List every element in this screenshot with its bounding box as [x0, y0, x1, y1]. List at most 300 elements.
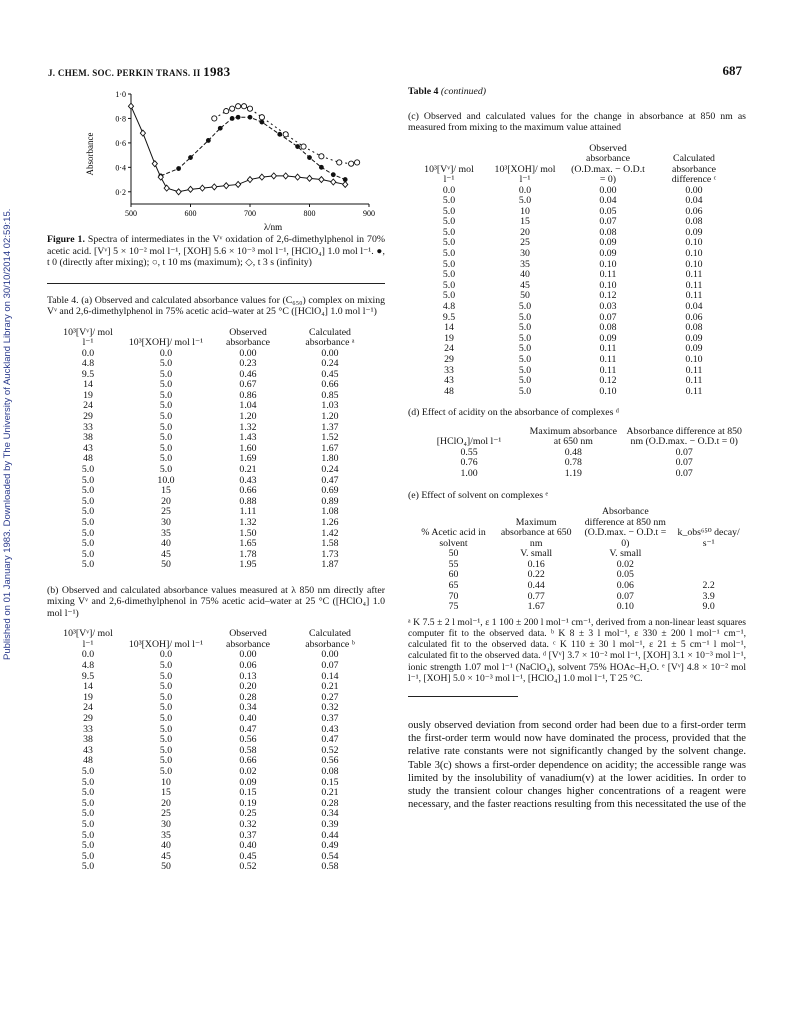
table4c-header-1: 10³[XOH]/ mol l⁻¹ [494, 163, 556, 185]
table-cell: 24 [83, 702, 93, 714]
table-cell: 0.07 [599, 311, 617, 323]
data-point [140, 130, 145, 136]
data-point [307, 175, 312, 181]
table-cell: 0.07 [675, 457, 693, 469]
table-cell: 0.34 [321, 808, 339, 820]
table-cell: 30 [161, 517, 171, 528]
table-cell: 0.10 [685, 237, 703, 249]
table-cell: 5.0 [81, 797, 95, 809]
table-cell: 0.11 [599, 269, 617, 281]
table4b-header-0: 10³[Vᵛ]/ mol l⁻¹ [63, 628, 113, 650]
table4a-header-2: Observed absorbance [225, 326, 271, 348]
table-cell: 0.27 [321, 691, 339, 703]
table-cell: 35 [161, 527, 171, 539]
table-cell: 33 [444, 364, 454, 376]
table-cell: 5.0 [159, 400, 173, 412]
table-cell: 1.20 [239, 411, 257, 423]
table-cell: 1.19 [564, 468, 582, 480]
table-cell: 43 [83, 744, 93, 756]
table-cell: 0.08 [685, 322, 703, 334]
table-cell: 45 [520, 279, 530, 291]
table-cell: 0.04 [685, 195, 703, 207]
data-point [218, 126, 223, 131]
table-4e-caption: (e) Effect of solvent on complexes ᵉ [408, 489, 548, 501]
table-cell: 5.0 [159, 734, 173, 746]
table-cell: 0.66 [239, 485, 257, 497]
table-cell: 4.8 [81, 660, 95, 672]
table-cell: 0.0 [159, 347, 173, 359]
table-cell: 0.06 [239, 660, 257, 672]
table-row [53, 820, 373, 831]
table-cell: 0.11 [685, 290, 703, 302]
table-cell: 14 [83, 681, 93, 693]
table-cell: 50 [520, 290, 530, 302]
data-point [247, 106, 252, 111]
table-cell: 0.11 [685, 364, 703, 376]
table-cell: 0.47 [321, 734, 339, 746]
table-cell: 14 [83, 379, 93, 391]
table-cell: 48 [83, 453, 93, 465]
table-cell: 0.58 [239, 744, 257, 756]
table-cell: 5.0 [442, 195, 456, 207]
table-row [53, 560, 373, 571]
figure-1-caption [47, 234, 385, 269]
table-cell: 0.43 [321, 723, 339, 735]
table-cell: 0.25 [239, 808, 257, 820]
table-row [414, 387, 738, 398]
table-cell: 1.87 [321, 559, 339, 571]
table-row [53, 518, 373, 529]
data-point [331, 179, 336, 185]
table-cell: 5.0 [159, 755, 173, 767]
running-header [48, 64, 230, 80]
table-cell: 5.0 [159, 421, 173, 433]
table-cell: 19 [444, 332, 454, 344]
table-cell: 5.0 [518, 311, 532, 323]
table-cell: 0.04 [685, 301, 703, 313]
table4e-header-2: Absorbance difference at 850 nm (O.D.max. − O.D.t = 0) [584, 506, 667, 549]
table-cell: 5.0 [81, 776, 95, 788]
table-cell: 5.0 [159, 358, 173, 370]
table-cell: 0.28 [239, 691, 257, 703]
table-cell: 15 [520, 216, 530, 228]
table-cell: 0.45 [321, 368, 339, 380]
table-cell: 5.0 [81, 474, 95, 486]
table-cell: 5.0 [159, 713, 173, 725]
table-cell: 15 [161, 485, 171, 497]
table-cell: 20 [161, 797, 171, 809]
table-cell: 1.58 [321, 538, 339, 550]
table-4b [53, 629, 373, 872]
table-row [414, 602, 746, 613]
table-cell: 5.0 [81, 840, 95, 852]
table-cell: 5.0 [81, 766, 95, 777]
table-cell: 0.69 [321, 485, 339, 497]
table-cell: 5.0 [442, 205, 456, 217]
table-cell: 0.09 [599, 237, 617, 249]
table-cell: 0.07 [675, 468, 693, 480]
table-cell: 5.0 [159, 389, 173, 401]
journal-name: J. CHEM. SOC. PERKIN TRANS. II [48, 68, 201, 78]
table-cell: 5.0 [81, 850, 95, 862]
table-cell: 0.23 [239, 358, 257, 370]
table-row [53, 767, 373, 778]
table-cell: 15 [161, 787, 171, 799]
series-line-0 [161, 117, 345, 179]
table-cell: 5.0 [81, 495, 95, 507]
table-cell: 4.8 [442, 301, 456, 313]
table-cell: 65 [448, 579, 459, 591]
data-point [301, 144, 306, 149]
table-4d [414, 427, 746, 480]
table-cell: 25 [161, 808, 171, 820]
table4d-header-1: Maximum absorbance at 650 nm [529, 425, 617, 448]
data-point [259, 174, 264, 180]
x-tick-label: 800 [303, 209, 316, 218]
table-cell: 0.21 [239, 464, 257, 476]
table-cell: 45 [161, 548, 171, 560]
table-cell: 5.0 [81, 464, 95, 476]
table-cell: 5.0 [442, 290, 456, 302]
data-point [337, 160, 342, 165]
data-point [230, 116, 235, 121]
table-4d-caption: (d) Effect of acidity on the absorbance of complexes ᵈ [408, 407, 619, 419]
data-point [212, 116, 217, 121]
table-cell: 5.0 [81, 538, 95, 550]
table-cell: 5.0 [81, 829, 95, 841]
table-cell: 0.12 [599, 375, 617, 387]
table-cell: 60 [448, 569, 459, 581]
table-cell: 5.0 [442, 237, 456, 249]
table-cell: 0.39 [321, 818, 339, 830]
table-cell: 5.0 [159, 432, 173, 444]
table-cell: 70 [448, 590, 459, 602]
table4c-header-3: Calculated absorbance difference ᶜ [671, 153, 717, 185]
table-cell: 0.10 [685, 248, 703, 260]
data-point [283, 132, 288, 137]
table-cell: 0.11 [685, 385, 703, 397]
table-cell: 5.0 [159, 368, 173, 380]
table-cell: 0.00 [239, 649, 257, 661]
table-cell: 33 [83, 723, 93, 735]
table-cell: 2.2 [702, 579, 715, 591]
table-cell: 5.0 [518, 343, 532, 355]
table-cell: 0.43 [239, 474, 257, 486]
table-cell: 24 [83, 400, 93, 412]
table-cell: 0.0 [159, 649, 173, 661]
table-cell: 5.0 [442, 258, 456, 270]
table-cell: 0.44 [321, 829, 339, 841]
divider [47, 283, 385, 284]
data-point [200, 185, 205, 191]
table-cell: 0.52 [321, 744, 339, 756]
table-cell: 5.0 [81, 548, 95, 560]
table-cell: 1.43 [239, 432, 257, 444]
table-cell: 1.20 [321, 411, 339, 423]
table-cell: 0.22 [527, 569, 545, 581]
table-4a [53, 328, 373, 571]
table-cell: 1.03 [321, 400, 339, 412]
data-point [295, 144, 300, 149]
table-cell: 1.37 [321, 421, 339, 433]
table-cell: 5.0 [159, 442, 173, 454]
table-cell: 0.07 [321, 660, 339, 672]
table-cell: 1.67 [321, 442, 339, 454]
table-cell: 1.50 [239, 527, 257, 539]
table-cell: 0.09 [599, 248, 617, 260]
table-cell: 0.00 [685, 184, 703, 196]
table-cell: 0.00 [321, 347, 339, 359]
table4a-header-0: 10³[Vᵛ]/ mol l⁻¹ [63, 326, 113, 348]
table-cell: 0.21 [321, 681, 339, 693]
table-cell: 38 [83, 432, 93, 444]
table-cell: 5.0 [159, 464, 173, 476]
table-cell: 0.08 [321, 766, 339, 777]
table-cell: 5.0 [81, 506, 95, 518]
table-cell: 50 [161, 559, 171, 571]
table-row [53, 862, 373, 873]
figure-1 [47, 80, 385, 232]
table-cell: 20 [161, 495, 171, 507]
table-cell: 20 [520, 226, 530, 238]
table-cell: 0.00 [599, 184, 617, 196]
table-cell: 0.10 [685, 258, 703, 270]
table-cell: 1.42 [321, 527, 339, 539]
table-cell: 1.95 [239, 559, 257, 571]
figure-1-ylabel: Absorbance [85, 132, 95, 176]
table-cell: 0.37 [239, 829, 257, 841]
table-cell: 0.40 [239, 840, 257, 852]
table-cell: 0.40 [239, 713, 257, 725]
table-cell: 5.0 [518, 301, 532, 313]
table-cell [671, 549, 746, 560]
table-cell: 45 [161, 850, 171, 862]
table-cell: 0.47 [239, 723, 257, 735]
table4c-header-0: 10³[Vᵛ]/ mol l⁻¹ [424, 163, 474, 185]
table-cell: 0.0 [81, 649, 95, 661]
data-point [307, 155, 312, 160]
table-row [414, 560, 746, 571]
data-point [319, 177, 324, 183]
table-cell: 0.10 [599, 279, 617, 291]
table-cell: 0.09 [685, 343, 703, 355]
table-cell: 0.55 [460, 446, 478, 458]
table-cell: 0.06 [616, 579, 634, 591]
data-point [224, 109, 229, 114]
table4a-header-3: Calculated absorbance ᵃ [305, 326, 355, 348]
table-cell: 0.78 [564, 457, 582, 469]
table-cell: 5.0 [518, 195, 532, 207]
table-cell: 5.0 [159, 766, 173, 777]
data-point [295, 174, 300, 180]
table-cell: 5.0 [159, 691, 173, 703]
data-point [236, 104, 241, 109]
table-cell: 0.24 [321, 464, 339, 476]
table-cell: 0.05 [599, 205, 617, 217]
x-tick-label: 900 [363, 209, 375, 218]
data-point [224, 183, 229, 189]
table-cell: 5.0 [81, 787, 95, 799]
data-point [176, 189, 181, 195]
table-cell: 9.5 [81, 670, 95, 682]
table-cell: 5.0 [81, 808, 95, 820]
data-point [343, 181, 348, 187]
table4e-header-1: Maximum absorbance at 650 nm [500, 516, 572, 549]
table-4-continued-heading [408, 86, 746, 98]
table-cell: 0.89 [321, 495, 339, 507]
table-cell: 5.0 [159, 681, 173, 693]
table-cell: 0.0 [442, 184, 456, 196]
table-cell: 0.19 [239, 797, 257, 809]
table-row [414, 581, 746, 592]
table-cell: 1.04 [239, 400, 257, 412]
table-row [414, 592, 746, 603]
table-cell: 5.0 [518, 385, 532, 397]
figure-1-chart [85, 84, 385, 234]
table-cell: 0.06 [685, 205, 703, 217]
table-cell: 0.09 [685, 332, 703, 344]
table-cell: 0.07 [675, 446, 693, 458]
y-tick-label: 1·0 [115, 90, 126, 99]
table4e-header-0: % Acetic acid in solvent [421, 527, 486, 549]
data-point [319, 165, 324, 170]
table-cell: 30 [520, 248, 530, 260]
table-cell: 1.32 [239, 517, 257, 528]
table-cell: 43 [83, 442, 93, 454]
table-cell: 5.0 [442, 248, 456, 260]
table-cell: 35 [520, 258, 530, 270]
table-cell: 0.67 [239, 379, 257, 391]
table-cell: 1.67 [527, 601, 545, 613]
table-cell: 0.85 [321, 389, 339, 401]
table-footnotes: ᵃ K 7.5 ± 2 l mol⁻¹, ε 1 100 ± 200 l mol⁻¹ cm⁻¹, derived from a non-linear least squares computer fit to the observed data. ᵇ K 8 ± 3 l mol⁻¹, ε 330 ± 200 l mol⁻¹ cm⁻¹, calculated fit to the observed data. ᶜ K 110 ± 30 l mol⁻¹, ε 21 ± 5 cm⁻¹ l mol⁻¹, calculated fit to the observed data. ᵈ [Vᵛ] 3.7 × 10⁻² mol l⁻¹, [XOH] 3.1 × 10⁻³ mol l⁻¹, ionic strength 1.07 mol l⁻¹ (NaClO₄), solvent 75% HOAc–H₂O. ᵉ [Vᵛ] 4.8 × 10⁻² mol l⁻¹, [XOH] 5.0 × 10⁻³ mol l⁻¹, [HClO₄] 1.0 mol l⁻¹, T 25 °C. [408, 616, 746, 684]
table-cell: 0.52 [239, 861, 257, 873]
table-cell: 10 [161, 776, 171, 788]
table-row [414, 469, 746, 480]
table-cell: 0.04 [599, 195, 617, 207]
table-cell: 5.0 [81, 485, 95, 497]
table-cell: 14 [444, 322, 454, 334]
data-point [176, 166, 181, 171]
table-cell: 5.0 [159, 744, 173, 756]
table-4c [414, 144, 738, 398]
table-cell: 5.0 [159, 702, 173, 714]
table-cell: 0.09 [239, 776, 257, 788]
left-column [47, 80, 385, 873]
table-cell: 1.52 [321, 432, 339, 444]
table4a-header-1: 10³[XOH]/ mol l⁻¹ [128, 337, 204, 348]
page-number: 687 [722, 63, 742, 78]
table-cell: 3.9 [702, 590, 715, 602]
table4d-header-2: Absorbance difference at 850 nm (O.D.max. − O.D.t = 0) [626, 425, 742, 448]
table-cell: 1.11 [239, 506, 257, 518]
table-cell: 0.10 [616, 601, 634, 613]
table-cell: 0.47 [321, 474, 339, 486]
table-cell: 0.07 [616, 590, 634, 602]
table-cell: 0.56 [239, 734, 257, 746]
table4b-header-1: 10³[XOH]/ mol l⁻¹ [128, 638, 204, 650]
table4b-header-2: Observed absorbance [225, 628, 271, 650]
table-cell: 33 [83, 421, 93, 433]
table-cell: 0.28 [321, 797, 339, 809]
table-cell: 0.88 [239, 495, 257, 507]
table-cell: 5.0 [159, 670, 173, 682]
table-cell: 10 [520, 205, 530, 217]
table-cell: 5.0 [518, 375, 532, 387]
table-cell: 19 [83, 691, 93, 703]
table-cell: 1.80 [321, 453, 339, 465]
data-point [355, 160, 360, 165]
table-cell: 5.0 [442, 216, 456, 228]
table-cell: 0.49 [321, 840, 339, 852]
table-cell: 0.32 [239, 818, 257, 830]
table-cell: 1.08 [321, 506, 339, 518]
table-cell: 0.11 [599, 343, 617, 355]
table-4-continued-note: (continued) [440, 86, 487, 97]
table-cell: 1.73 [321, 548, 339, 560]
data-point [164, 185, 169, 191]
table-cell: 0.32 [321, 702, 339, 714]
table4d-header-0: [HClO₄]/mol l⁻¹ [436, 436, 502, 448]
table-cell: 1.32 [239, 421, 257, 433]
table-cell: 0.06 [685, 311, 703, 323]
table-cell: 0.00 [239, 347, 257, 359]
table-cell: 0.66 [321, 379, 339, 391]
table-cell: 1.60 [239, 442, 257, 454]
data-point [259, 115, 264, 120]
data-point [236, 115, 241, 120]
data-point [271, 173, 276, 179]
table-cell: 1.69 [239, 453, 257, 465]
table-cell: 19 [83, 389, 93, 401]
table-cell: 0.44 [527, 579, 545, 591]
table-cell: 0.15 [239, 787, 257, 799]
table-cell: 5.0 [518, 322, 532, 334]
table-cell: 0.09 [599, 332, 617, 344]
table-cell: 35 [161, 829, 171, 841]
table-cell: 5.0 [518, 354, 532, 365]
table-4b-caption: (b) Observed and calculated absorbance values measured at λ 850 nm directly after mixing Vᵛ and 2,6-dimethylphenol in 75% acetic acid–water at 25 °C ([HClO₄] 1.0 mol l⁻¹) [47, 584, 385, 619]
table-cell: 0.08 [599, 322, 617, 334]
table-cell: 48 [83, 755, 93, 767]
x-tick-label: 700 [244, 209, 256, 218]
table-cell: 0.11 [685, 269, 703, 281]
table-cell: 1.78 [239, 548, 257, 560]
data-point [260, 120, 265, 125]
table-cell: 5.0 [81, 517, 95, 528]
table-4c-caption: (c) Observed and calculated values for the change in absorbance at 850 nm as measured from mixing to the maximum value attained [408, 110, 746, 133]
data-point [241, 104, 246, 109]
table-cell: 0.03 [599, 301, 617, 313]
table-row [414, 549, 746, 560]
data-point [212, 184, 217, 190]
table-cell: 9.5 [81, 368, 95, 380]
data-point [319, 154, 324, 159]
table-cell: 5.0 [159, 723, 173, 735]
table-cell: 0.07 [599, 216, 617, 228]
table-cell: 0.14 [321, 670, 339, 682]
table-4e [414, 507, 746, 613]
table-cell: 0.21 [321, 787, 339, 799]
table-cell: 5.0 [81, 559, 95, 571]
table-cell: 0.11 [685, 375, 703, 387]
y-tick-label: 0·4 [115, 163, 126, 173]
table-row [414, 355, 738, 366]
table-cell: 0.15 [321, 776, 339, 788]
table-cell: 29 [83, 713, 93, 725]
footnote-rule [408, 696, 518, 697]
table-cell: 9.5 [442, 311, 456, 323]
